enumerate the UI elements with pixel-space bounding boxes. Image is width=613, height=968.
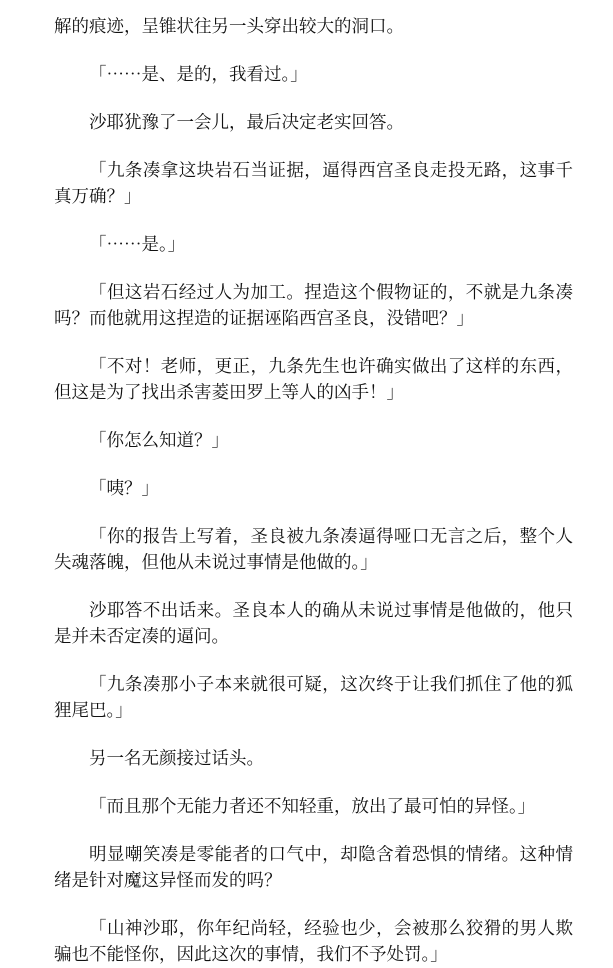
- paragraph: 「九条凑拿这块岩石当证据，逼得西宫圣良走投无路，这事千真万确？」: [54, 161, 573, 207]
- paragraph: 「⋯⋯是、是的，我看过。」: [89, 65, 308, 85]
- paragraph: 「但这岩石经过人为加工。捏造这个假物证的，不就是九条凑吗？而他就用这捏造的证据诬陷西宫圣良，没错吧？」: [54, 283, 573, 329]
- paragraph: 解的痕迹，呈锥状往另一头穿出较大的洞口。: [54, 17, 404, 37]
- paragraph: 沙耶答不出话来。圣良本人的确从未说过事情是他做的，他只是并未否定凑的逼问。: [54, 601, 573, 647]
- paragraph: 「九条凑那小子本来就很可疑，这次终于让我们抓住了他的狐狸尾巴。」: [54, 675, 573, 721]
- paragraph: 沙耶犹豫了一会儿，最后决定老实回答。: [89, 113, 404, 133]
- paragraph: 明显嘲笑凑是零能者的口气中，却隐含着恐惧的情绪。这种情绪是针对魔这异怪而发的吗？: [54, 845, 573, 891]
- paragraph: 「山神沙耶，你年纪尚轻，经验也少，会被那么狡猾的男人欺骗也不能怪你，因此这次的事情，我们不予处罚。」: [54, 919, 573, 965]
- paragraph: 「⋯⋯是。」: [89, 235, 186, 255]
- paragraph: 「你怎么知道？」: [89, 431, 229, 451]
- paragraph: 另一名无颜接过话头。: [89, 749, 264, 769]
- paragraph: 「不对！老师，更正，九条先生也许确实做出了这样的东西，但这是为了找出杀害菱田罗上等人的凶手！」: [54, 357, 573, 403]
- paragraph: 「咦？」: [89, 479, 159, 499]
- paragraph: 「你的报告上写着，圣良被九条凑逼得哑口无言之后，整个人失魂落魄，但他从未说过事情是他做的。」: [54, 527, 573, 573]
- paragraph: 「而且那个无能力者还不知轻重，放出了最可怕的异怪。」: [89, 797, 536, 817]
